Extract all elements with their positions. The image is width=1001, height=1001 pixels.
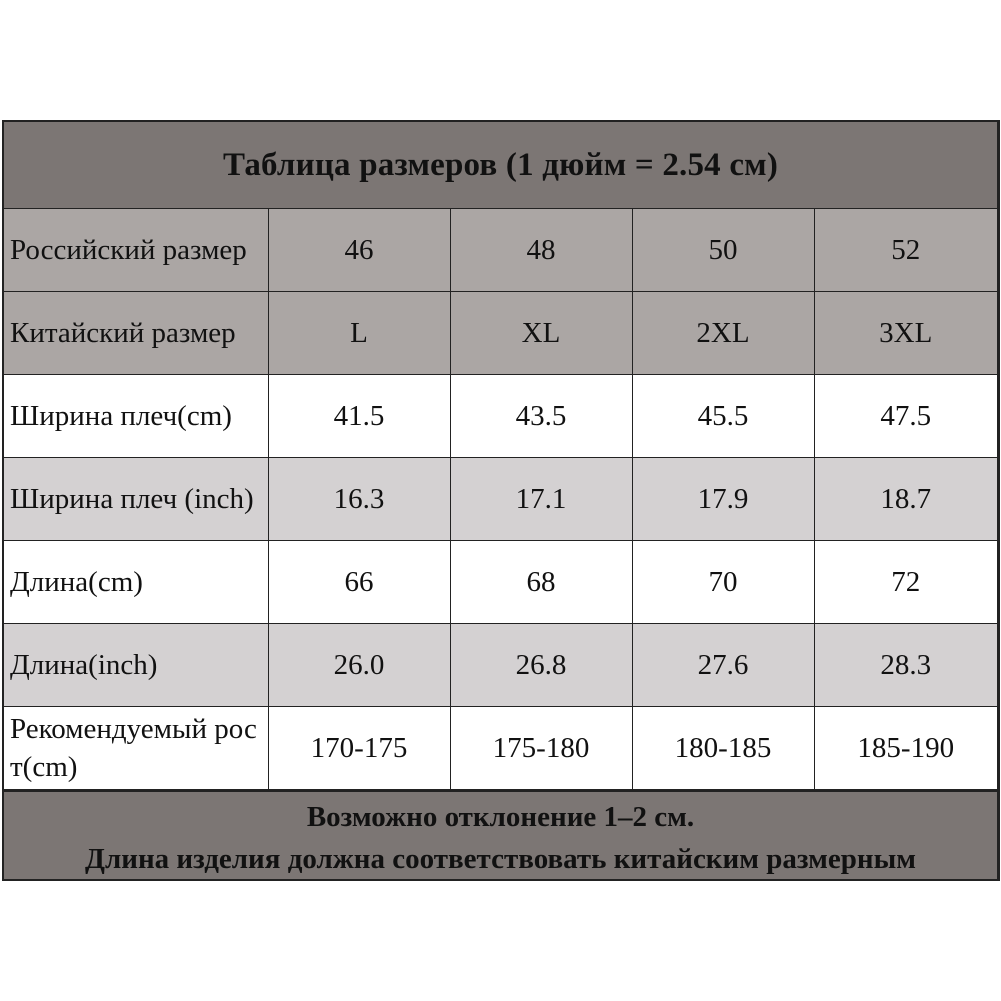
table-cell: 17.9 (632, 458, 814, 541)
table-cell: L (268, 292, 450, 375)
row-label: Китайский размер (4, 292, 268, 375)
table-cell: 50 (632, 209, 814, 292)
table-cell: 28.3 (814, 624, 997, 707)
table-cell: 16.3 (268, 458, 450, 541)
table-cell: 27.6 (632, 624, 814, 707)
table-cell: 2XL (632, 292, 814, 375)
table-cell: 3XL (814, 292, 997, 375)
table-row-shoulder-inch (4, 458, 997, 541)
row-label: Российский размер (4, 209, 268, 292)
table-cell: 26.0 (268, 624, 450, 707)
row-label: Длина(inch) (4, 624, 268, 707)
table-cell: 45.5 (632, 375, 814, 458)
table-cell: 52 (814, 209, 997, 292)
table-row-length-cm (4, 541, 997, 624)
table-cell: 170-175 (268, 707, 450, 790)
table-cell: 43.5 (450, 375, 632, 458)
row-label: Длина(cm) (4, 541, 268, 624)
table-row-recommended-height (4, 707, 997, 790)
table-cell: 185-190 (814, 707, 997, 790)
table-cell: XL (450, 292, 632, 375)
table-row-chinese-size (4, 292, 997, 375)
size-chart (2, 120, 1000, 881)
table-row-shoulder-cm (4, 375, 997, 458)
table-cell: 180-185 (632, 707, 814, 790)
table-cell: 70 (632, 541, 814, 624)
size-table (4, 209, 997, 790)
size-chart-title: Таблица размеров (1 дюйм = 2.54 см) (4, 122, 997, 209)
table-cell: 175-180 (450, 707, 632, 790)
row-label: Ширина плеч(cm) (4, 375, 268, 458)
table-cell: 66 (268, 541, 450, 624)
row-label: Ширина плеч (inch) (4, 458, 268, 541)
table-cell: 68 (450, 541, 632, 624)
footer-note-length: Длина изделия должна соответствовать китайским размерным (85, 843, 916, 875)
table-cell: 48 (450, 209, 632, 292)
table-cell: 17.1 (450, 458, 632, 541)
table-row-length-inch (4, 624, 997, 707)
size-chart-footer (4, 790, 997, 881)
table-cell: 46 (268, 209, 450, 292)
table-cell: 72 (814, 541, 997, 624)
footer-note-deviation: Возможно отклонение 1–2 см. (306, 801, 695, 833)
row-label: Рекомендуемый рост(cm) (4, 707, 268, 790)
table-cell: 47.5 (814, 375, 997, 458)
table-row-russian-size (4, 209, 997, 292)
table-cell: 26.8 (450, 624, 632, 707)
table-cell: 41.5 (268, 375, 450, 458)
table-cell: 18.7 (814, 458, 997, 541)
